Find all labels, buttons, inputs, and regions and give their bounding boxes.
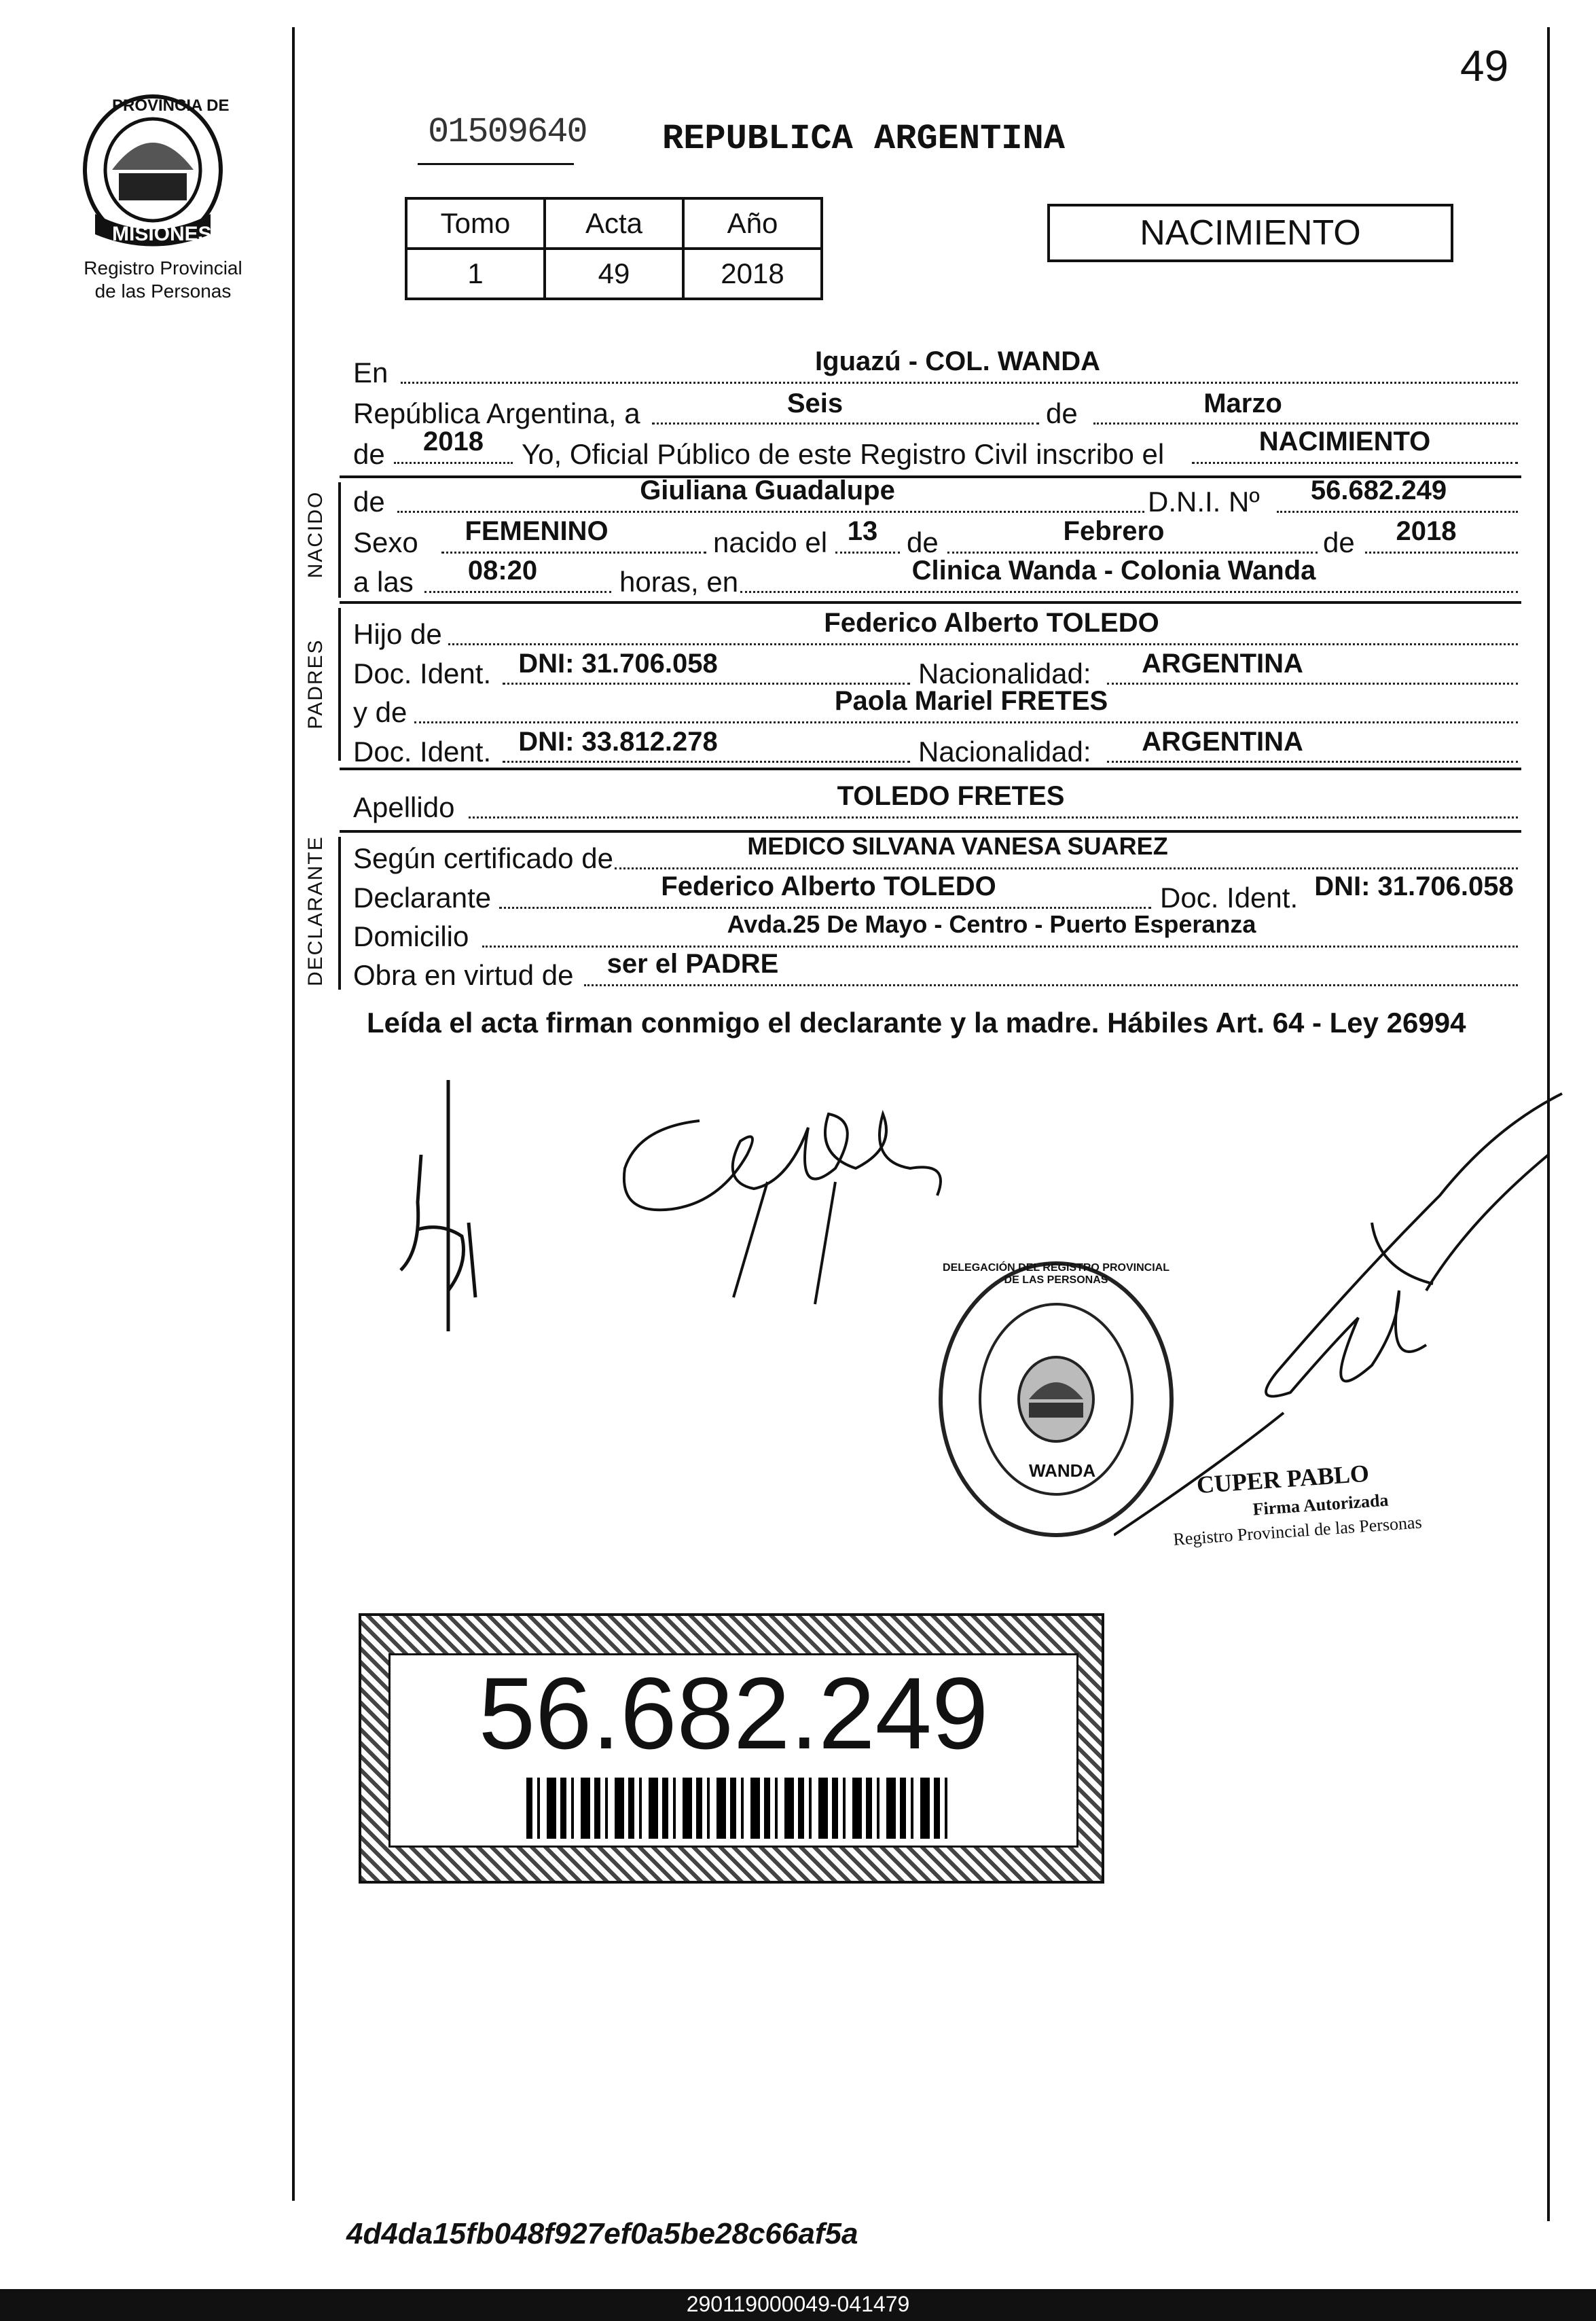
- declarante-value: Federico Alberto TOLEDO: [661, 871, 996, 901]
- stamp-place: WANDA: [1029, 1460, 1096, 1481]
- domicilio-dots: [482, 946, 1518, 948]
- event-dots: [1192, 462, 1518, 464]
- registry-table: [405, 197, 823, 300]
- declarante-bracket: [338, 837, 341, 990]
- org-name: [65, 257, 261, 303]
- time-dots: [424, 591, 611, 593]
- page-number: 49: [1460, 41, 1509, 90]
- birth-month-dots: [947, 552, 1318, 554]
- barcode-label: [359, 1613, 1104, 1884]
- en-label: En: [353, 357, 388, 389]
- father-dots: [448, 643, 1518, 645]
- month-value: Marzo: [1203, 389, 1282, 418]
- country-title: REPUBLICA ARGENTINA: [662, 119, 1065, 159]
- father-doc-label: Doc. Ident.: [353, 658, 492, 689]
- cert-dots: [615, 867, 1518, 869]
- declarante-section-label: DECLARANTE: [304, 835, 327, 986]
- sexo-value: FEMENINO: [465, 516, 609, 546]
- dni-dots: [1277, 511, 1518, 513]
- acta-value: 49: [545, 249, 683, 299]
- nacido-el-label: nacido el: [713, 526, 828, 558]
- obra-label: Obra en virtud de: [353, 959, 574, 991]
- father-doc: DNI: 31.706.058: [518, 649, 718, 679]
- seal-bottom-text: MISIONES: [112, 223, 212, 245]
- cert-value: MEDICO SILVANA VANESA SUAREZ: [747, 832, 1168, 860]
- right-signature: [1114, 1087, 1589, 1562]
- org-line-1: Registro Provincial: [84, 257, 242, 278]
- father-nat-dots: [1107, 683, 1518, 685]
- domicilio-label: Domicilio: [353, 920, 469, 952]
- mother-doc-dots: [503, 761, 910, 763]
- birth-de-label: de: [907, 526, 939, 558]
- yo-text: Yo, Oficial Público de este Registro Civil inscribo el: [522, 438, 1165, 470]
- serial-underline: [418, 163, 574, 165]
- registry-stamp: [934, 1257, 1178, 1542]
- birth-day: 13: [847, 516, 878, 546]
- event-value: NACIMIENTO: [1258, 427, 1431, 456]
- mother-doc-label: Doc. Ident.: [353, 736, 492, 768]
- republica-label: República Argentina, a: [353, 397, 640, 429]
- obra-dots: [584, 984, 1518, 986]
- declarante-label: Declarante: [353, 882, 492, 914]
- child-dni: 56.682.249: [1310, 475, 1447, 505]
- nacido-divider: [340, 601, 1521, 604]
- declarante-doc-label: Doc. Ident.: [1160, 882, 1299, 914]
- hijo-label: Hijo de: [353, 618, 442, 650]
- sexo-dots: [441, 552, 706, 554]
- barcode-bars: [526, 1778, 954, 1839]
- closing-text: Leída el acta firman conmigo el declarante y la madre. Hábiles Art. 64 - Ley 26994: [367, 1007, 1466, 1039]
- mother-doc: DNI: 33.812.278: [518, 727, 718, 757]
- year-dots: [394, 462, 513, 464]
- declarante-doc: DNI: 31.706.058: [1314, 871, 1514, 901]
- apellido-value: TOLEDO FRETES: [837, 781, 1065, 811]
- padres-section-label: PADRES: [304, 638, 327, 730]
- domicilio-value: Avda.25 De Mayo - Centro - Puerto Esperanza: [727, 910, 1256, 938]
- mother-name: Paola Mariel FRETES: [834, 686, 1108, 716]
- tomo-value: 1: [406, 249, 545, 299]
- father-nat-label: Nacionalidad:: [918, 658, 1091, 689]
- stamp-ring-text: DELEGACIÓN DEL REGISTRO PROVINCIAL DE LAS PERSONAS: [943, 1262, 1169, 1286]
- mother-dots: [414, 721, 1518, 723]
- tomo-header: Tomo: [406, 198, 545, 249]
- birth-time: 08:20: [467, 556, 538, 586]
- cert-label: Según certificado de: [353, 842, 613, 874]
- birth-place-dots: [740, 591, 1518, 593]
- padres-divider: [340, 768, 1521, 770]
- nacido-section-label: NACIDO: [304, 490, 327, 579]
- anio-header: Año: [683, 198, 822, 249]
- barcode-number: 56.682.249: [478, 1656, 989, 1770]
- birth-year: 2018: [1396, 516, 1457, 546]
- child-name: Giuliana Guadalupe: [640, 475, 895, 505]
- birth-year-dots: [1365, 552, 1518, 554]
- place-value: Iguazú - COL. WANDA: [815, 346, 1100, 376]
- de-label-2: de: [353, 438, 385, 470]
- footer-bar: [0, 2289, 1596, 2321]
- footer-code: 290119000049-041479: [686, 2292, 910, 2316]
- birth-month: Febrero: [1063, 516, 1165, 546]
- year-value: 2018: [423, 427, 484, 456]
- nacido-bracket: [338, 482, 341, 598]
- official-role: Firma Autorizada: [1252, 1490, 1390, 1519]
- month-dots: [1093, 422, 1518, 425]
- sexo-label: Sexo: [353, 526, 418, 558]
- y-de-label: y de: [353, 696, 407, 728]
- official-name: CUPER PABLO: [1195, 1459, 1371, 1499]
- anio-value: 2018: [683, 249, 822, 299]
- de-label-1: de: [1046, 397, 1078, 429]
- alas-label: a las: [353, 566, 414, 598]
- provincial-seal: [75, 88, 231, 251]
- day-value: Seis: [786, 389, 844, 418]
- left-signature: [380, 1073, 516, 1345]
- barcode-inner: [388, 1653, 1078, 1848]
- document-hash: 4d4da15fb048f927ef0a5be28c66af5a: [346, 2217, 858, 2250]
- apellido-label: Apellido: [353, 791, 455, 823]
- serial-number: 01509640: [428, 112, 587, 152]
- mother-nat: ARGENTINA: [1142, 727, 1303, 757]
- mother-nat-dots: [1107, 761, 1518, 763]
- acta-header: Acta: [545, 198, 683, 249]
- birth-place: Clinica Wanda - Colonia Wanda: [911, 556, 1316, 586]
- dni-label: D.N.I. Nº: [1148, 486, 1260, 518]
- org-line-2: de las Personas: [94, 281, 232, 302]
- birth-de-label-2: de: [1323, 526, 1355, 558]
- declarante-dots: [499, 907, 1151, 909]
- nacido-de-label: de: [353, 486, 385, 518]
- birth-day-dots: [835, 552, 900, 554]
- seal-top-text: PROVINCIA DE: [112, 96, 230, 115]
- name-dots: [397, 511, 1144, 513]
- day-dots: [652, 422, 1039, 425]
- mother-nat-label: Nacionalidad:: [918, 736, 1091, 768]
- obra-value: ser el PADRE: [606, 949, 779, 979]
- father-name: Federico Alberto TOLEDO: [824, 608, 1159, 638]
- father-doc-dots: [503, 683, 910, 685]
- place-dots: [401, 382, 1518, 384]
- padres-bracket: [338, 608, 341, 761]
- father-nat: ARGENTINA: [1142, 649, 1303, 679]
- doc-type-box: NACIMIENTO: [1047, 204, 1453, 262]
- official-org: Registro Provincial de las Personas: [1172, 1512, 1423, 1549]
- horas-label: horas, en: [619, 566, 739, 598]
- apellido-dots: [469, 816, 1518, 818]
- left-margin-line: [292, 27, 295, 2201]
